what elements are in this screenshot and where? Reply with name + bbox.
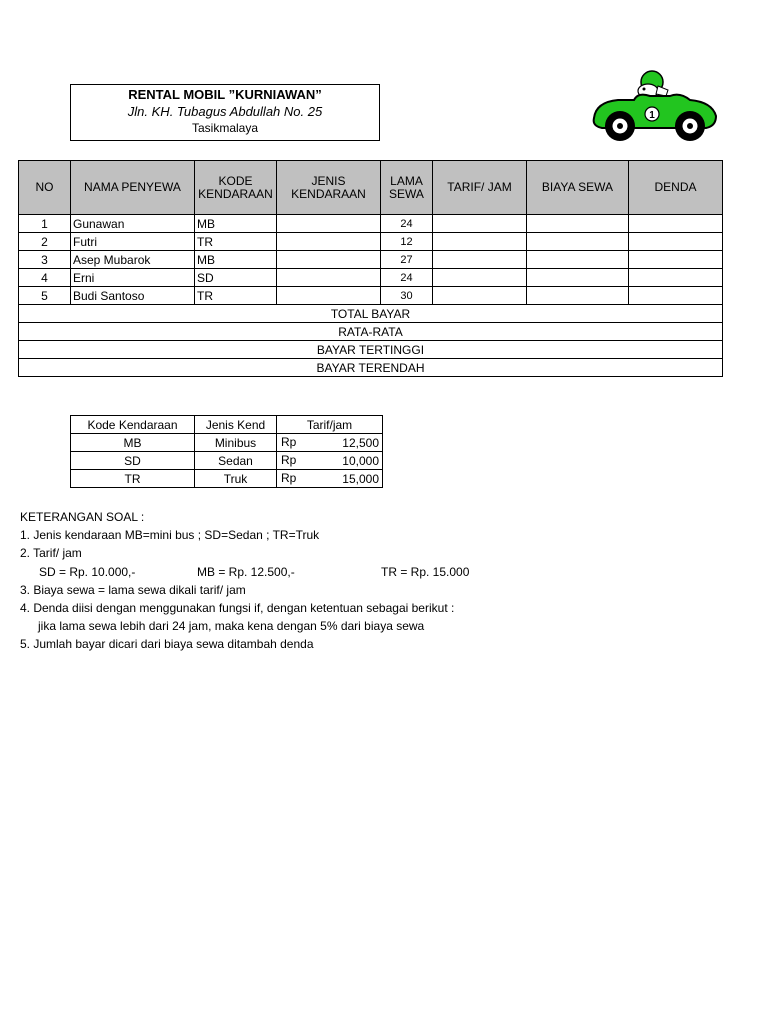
cell-tarif xyxy=(433,233,527,251)
table-row xyxy=(19,215,723,233)
tariff-row xyxy=(71,470,383,488)
tariff-header-tarif: Tarif/jam xyxy=(277,416,383,434)
note-tarif-sd: SD = Rp. 10.000,- xyxy=(39,564,136,579)
tariff-amount: 15,000 xyxy=(342,471,379,486)
tariff-header-kode: Kode Kendaraan xyxy=(71,416,195,434)
car-number: 1 xyxy=(649,110,655,121)
cell-no: 4 xyxy=(19,269,71,287)
cell-biaya xyxy=(527,287,629,305)
cell-nama: Futri xyxy=(71,233,195,251)
cell-lama: 24 xyxy=(381,215,433,233)
cell-biaya xyxy=(527,269,629,287)
cell-kode: SD xyxy=(195,269,277,287)
cell-tarif xyxy=(433,215,527,233)
summary-label: BAYAR TERENDAH xyxy=(19,359,723,377)
cell-tarif xyxy=(433,269,527,287)
cell-tarif xyxy=(433,251,527,269)
header-denda: DENDA xyxy=(629,161,723,215)
cell-jenis xyxy=(277,269,381,287)
tariff-jenis: Truk xyxy=(195,470,277,488)
cell-jenis xyxy=(277,287,381,305)
cell-tarif xyxy=(433,287,527,305)
tariff-amount-cell xyxy=(277,434,383,452)
note-item-5: 5. Jumlah bayar dicari dari biaya sewa ditambah denda xyxy=(20,637,314,652)
rental-table xyxy=(18,160,723,377)
cell-jenis xyxy=(277,215,381,233)
cell-jenis xyxy=(277,251,381,269)
header-tarif-jam: TARIF/ JAM xyxy=(433,161,527,215)
cell-nama: Erni xyxy=(71,269,195,287)
cell-no: 5 xyxy=(19,287,71,305)
cell-nama: Budi Santoso xyxy=(71,287,195,305)
tariff-kode: TR xyxy=(71,470,195,488)
cell-no: 3 xyxy=(19,251,71,269)
header-nama-penyewa: NAMA PENYEWA xyxy=(71,161,195,215)
cell-no: 1 xyxy=(19,215,71,233)
tariff-jenis: Minibus xyxy=(195,434,277,452)
summary-label: RATA-RATA xyxy=(19,323,723,341)
summary-row-max xyxy=(19,341,723,359)
race-car-icon xyxy=(588,66,720,146)
tariff-amount: 12,500 xyxy=(342,435,379,450)
summary-label: BAYAR TERTINGGI xyxy=(19,341,723,359)
summary-row-min xyxy=(19,359,723,377)
tariff-amount: 10,000 xyxy=(342,453,379,468)
table-row xyxy=(19,269,723,287)
note-item-3: 3. Biaya sewa = lama sewa dikali tarif/ jam xyxy=(20,582,246,597)
note-item-2: 2. Tarif/ jam xyxy=(20,546,82,561)
company-city: Tasikmalaya xyxy=(191,121,259,135)
cell-no: 2 xyxy=(19,233,71,251)
tariff-header-jenis: Jenis Kend xyxy=(195,416,277,434)
cell-lama: 30 xyxy=(381,287,433,305)
company-title: RENTAL MOBIL ”KURNIAWAN” xyxy=(128,87,322,102)
note-tarif-mb: MB = Rp. 12.500,- xyxy=(197,564,295,579)
note-tarif-tr: TR = Rp. 15.000 xyxy=(381,564,470,579)
tariff-amount-cell xyxy=(277,470,383,488)
cell-biaya xyxy=(527,215,629,233)
cell-lama: 12 xyxy=(381,233,433,251)
tariff-jenis: Sedan xyxy=(195,452,277,470)
header-biaya-sewa: BIAYA SEWA xyxy=(527,161,629,215)
company-address: Jln. KH. Tubagus Abdullah No. 25 xyxy=(127,104,323,119)
note-item-4: 4. Denda diisi dengan menggunakan fungsi if, dengan ketentuan sebagai berikut : xyxy=(20,600,455,615)
tariff-header-row xyxy=(71,416,383,434)
tariff-amount-cell xyxy=(277,452,383,470)
cell-denda xyxy=(629,269,723,287)
cell-denda xyxy=(629,251,723,269)
cell-denda xyxy=(629,215,723,233)
note-tarif-list xyxy=(20,563,740,581)
cell-nama: Gunawan xyxy=(71,215,195,233)
notes-heading: KETERANGAN SOAL : xyxy=(20,510,145,524)
tariff-table xyxy=(70,415,383,488)
tariff-kode: SD xyxy=(71,452,195,470)
cell-jenis xyxy=(277,233,381,251)
header-lama-sewa: LAMA SEWA xyxy=(381,161,433,215)
cell-kode: MB xyxy=(195,251,277,269)
cell-kode: TR xyxy=(195,233,277,251)
cell-biaya xyxy=(527,233,629,251)
currency-label: Rp xyxy=(281,471,297,485)
cell-kode: TR xyxy=(195,287,277,305)
table-header-row xyxy=(19,161,723,215)
summary-row-total xyxy=(19,305,723,323)
header-kode-kendaraan: KODE KENDARAAN xyxy=(195,161,277,215)
table-row xyxy=(19,287,723,305)
cell-denda xyxy=(629,287,723,305)
summary-row-average xyxy=(19,323,723,341)
table-row xyxy=(19,233,723,251)
notes-section xyxy=(20,508,740,654)
cell-kode: MB xyxy=(195,215,277,233)
header-no: NO xyxy=(19,161,71,215)
note-item-4-detail: jika lama sewa lebih dari 24 jam, maka kena dengan 5% dari biaya sewa xyxy=(38,619,425,634)
summary-label: TOTAL BAYAR xyxy=(19,305,723,323)
tariff-kode: MB xyxy=(71,434,195,452)
cell-lama: 27 xyxy=(381,251,433,269)
table-row xyxy=(19,251,723,269)
header-jenis-kendaraan: JENIS KENDARAAN xyxy=(277,161,381,215)
cell-lama: 24 xyxy=(381,269,433,287)
cell-nama: Asep Mubarok xyxy=(71,251,195,269)
cell-biaya xyxy=(527,251,629,269)
currency-label: Rp xyxy=(281,453,297,467)
currency-label: Rp xyxy=(281,435,297,449)
cell-denda xyxy=(629,233,723,251)
tariff-row xyxy=(71,452,383,470)
note-item-1: 1. Jenis kendaraan MB=mini bus ; SD=Sedan ; TR=Truk xyxy=(20,528,320,543)
header-box xyxy=(70,84,380,141)
tariff-row xyxy=(71,434,383,452)
